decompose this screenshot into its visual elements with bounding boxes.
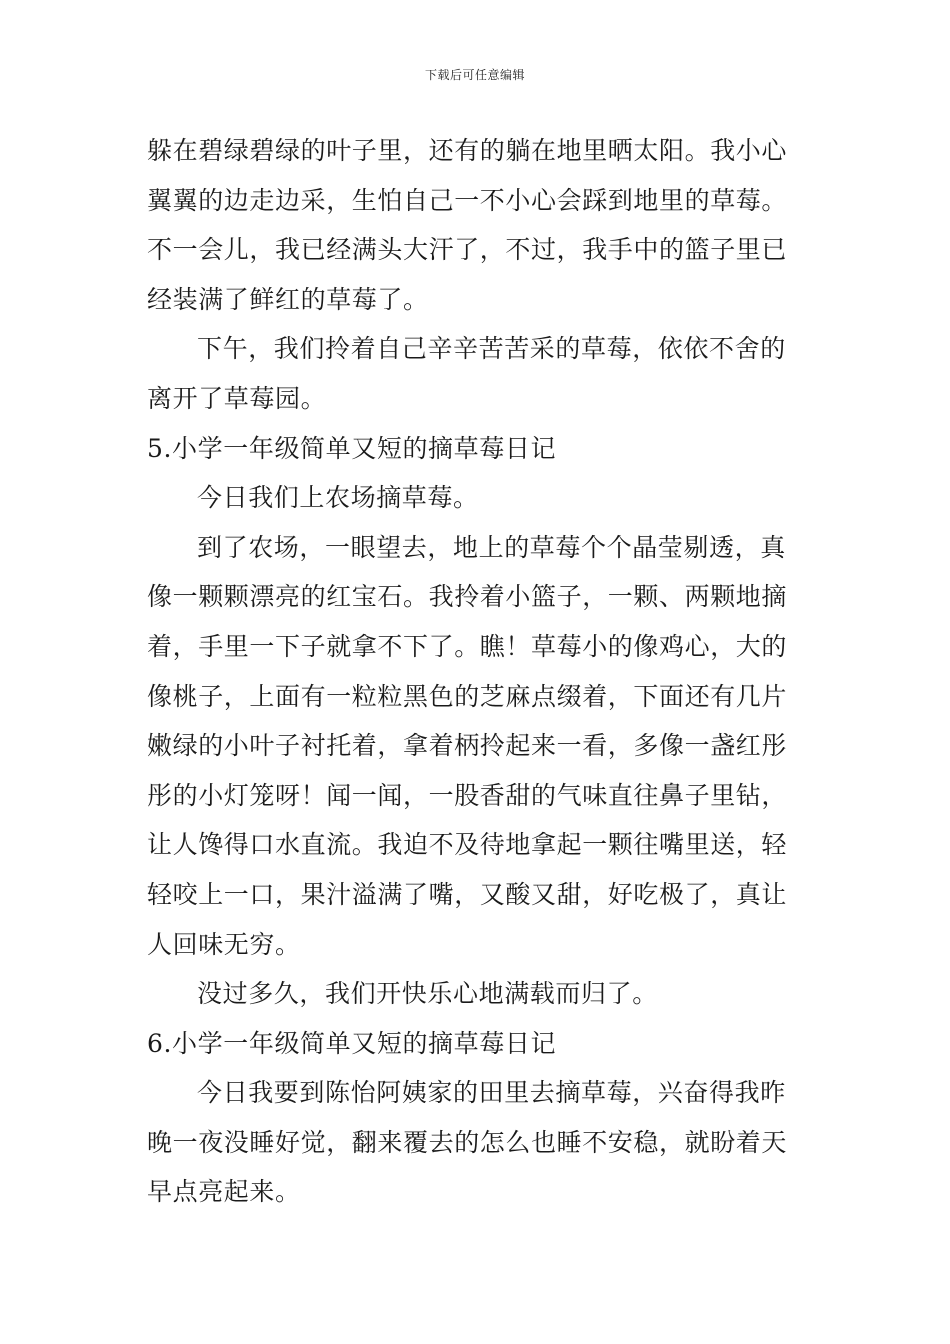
text-line: 晚一夜没睡好觉，翻来覆去的怎么也睡不安稳，就盼着天 bbox=[147, 1127, 788, 1157]
text-line: 人回味无穷。 bbox=[147, 929, 301, 959]
document-body bbox=[147, 126, 807, 1217]
text-line: 让人馋得口水直流。我迫不及待地拿起一颗往嘴里送，轻 bbox=[147, 830, 788, 860]
text-line: 轻咬上一口，果汁溢满了嘴，又酸又甜，好吃极了，真让 bbox=[147, 879, 788, 909]
text-line: 今日我们上农场摘草莓。 bbox=[197, 483, 479, 513]
text-line: 嫩绿的小叶子衬托着，拿着柄拎起来一看，多像一盏红彤 bbox=[147, 731, 788, 761]
text-line: 躲在碧绿碧绿的叶子里，还有的躺在地里晒太阳。我小心 bbox=[147, 136, 788, 165]
text-line: 着，手里一下子就拿不下了。瞧！草莓小的像鸡心，大的 bbox=[147, 631, 788, 661]
text-line: 彤的小灯笼呀！闻一闻，一股香甜的气味直往鼻子里钻， bbox=[147, 780, 788, 810]
section-heading: 6.小学一年级简单又短的摘草莓日记 bbox=[147, 1028, 557, 1058]
text-line: 经装满了鲜红的草莓了。 bbox=[147, 284, 429, 314]
text-line: 翼翼的边走边采，生怕自己一不小心会踩到地里的草莓。 bbox=[147, 185, 788, 215]
text-line: 离开了草莓园。 bbox=[147, 383, 327, 413]
text-line: 没过多久，我们开快乐心地满载而归了。 bbox=[197, 979, 658, 1009]
text-line: 不一会儿，我已经满头大汗了，不过，我手中的篮子里已 bbox=[147, 235, 788, 265]
page-header-watermark: 下载后可任意编辑 bbox=[424, 68, 525, 82]
text-line: 到了农场，一眼望去，地上的草莓个个晶莹剔透，真 bbox=[197, 532, 786, 562]
text-line: 早点亮起来。 bbox=[147, 1177, 301, 1207]
text-line: 像桃子，上面有一粒粒黑色的芝麻点缀着，下面还有几片 bbox=[147, 681, 788, 711]
section-heading: 5.小学一年级简单又短的摘草莓日记 bbox=[147, 433, 557, 463]
text-line: 今日我要到陈怡阿姨家的田里去摘草莓，兴奋得我昨 bbox=[197, 1078, 786, 1108]
text-line: 像一颗颗漂亮的红宝石。我拎着小篮子，一颗、两颗地摘 bbox=[147, 582, 788, 612]
text-line: 下午，我们拎着自己辛辛苦苦采的草莓，依依不舍的 bbox=[197, 334, 786, 364]
